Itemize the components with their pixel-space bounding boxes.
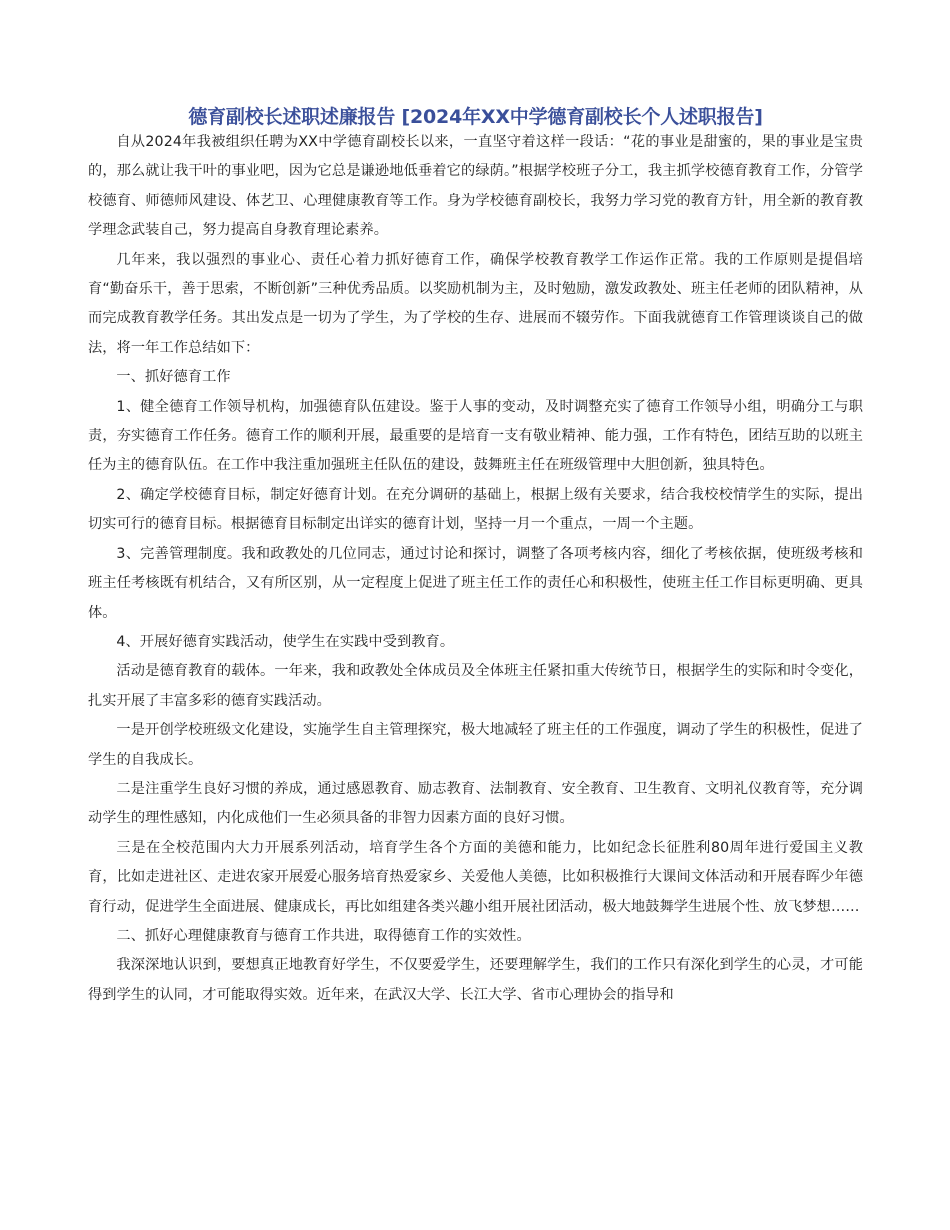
paragraph: 3、完善管理制度。我和政教处的几位同志，通过讨论和探讨，调整了各项考核内容，细化了考核依据，使班级考核和班主任考核既有机结合，又有所区别，从一定程度上促进了班主任工作的责任心和积极性，使班主任工作目标更明确、更具体。: [88, 545, 863, 621]
document-title: 德育副校长述职述廉报告 [2024年XX中学德育副校长个人述职报告]: [188, 106, 763, 128]
section-heading: 二、抓好心理健康教育与德育工作共进，取得德育工作的实效性。: [116, 927, 531, 944]
paragraph: 2、确定学校德育目标，制定好德育计划。在充分调研的基础上，根据上级有关要求，结合我校校情学生的实际，提出切实可行的德育目标。根据德育目标制定出详实的德育计划，坚持一月一个重点，一周一个主题。: [88, 486, 863, 533]
paragraph: 三是在全校范围内大力开展系列活动，培育学生各个方面的美德和能力，比如纪念长征胜利80周年进行爱国主义教育，比如走进社区、走进农家开展爱心服务培育热爱家乡、关爱他人美德，比如积极推行大课间文体活动和开展春晖少年德育行动，促进学生全面进展、健康成长，再比如组建各类兴趣小组开展社团活动，极大地鼓舞学生进展个性、放飞梦想……: [88, 839, 863, 915]
document-page: [88, 104, 863, 1010]
document-body: [88, 128, 863, 1010]
section-heading: 一、抓好德育工作: [116, 369, 231, 386]
paragraph: 我深深地认识到，要想真正地教育好学生，不仅要爱学生，还要理解学生，我们的工作只有深化到学生的心灵，才可能得到学生的认同，才可能取得实效。近年来，在武汉大学、长江大学、省市心理协会的指导和: [88, 957, 863, 1003]
paragraph: 1、健全德育工作领导机构，加强德育队伍建设。鉴于人事的变动，及时调整充实了德育工作领导小组，明确分工与职责，夯实德育工作任务。德育工作的顺利开展，最重要的是培育一支有敬业精神、能力强，工作有特色，团结互助的以班主任为主的德育队伍。在工作中我注重加强班主任队伍的建设，鼓舞班主任在班级管理中大胆创新，独具特色。: [88, 398, 863, 474]
paragraph: 自从2024年我被组织任聘为XX中学德育副校长以来，一直坚守着这样一段话：“花的事业是甜蜜的，果的事业是宝贵的，那么就让我干叶的事业吧，因为它总是谦逊地低垂着它的绿荫。”根据学校班子分工，我主抓学校德育教育工作，分管学校德育、师德师风建设、体艺卫、心理健康教育等工作。身为学校德育副校长，我努力学习党的教育方针，用全新的教育教学理念武装自己，努力提高自身教育理论素养。: [88, 134, 863, 239]
paragraph: 4、开展好德育实践活动，使学生在实践中受到教育。: [116, 633, 455, 650]
paragraph: 活动是德育教育的载体。一年来，我和政教处全体成员及全体班主任紧扣重大传统节日，根据学生的实际和时令变化，扎实开展了丰富多彩的德育实践活动。: [88, 663, 863, 709]
paragraph: 二是注重学生良好习惯的养成，通过感恩教育、励志教育、法制教育、安全教育、卫生教育、文明礼仪教育等，充分调动学生的理性感知，内化成他们一生必须具备的非智力因素方面的良好习惯。: [88, 780, 863, 827]
paragraph: 一是开创学校班级文化建设，实施学生自主管理探究，极大地减轻了班主任的工作强度，调动了学生的积极性，促进了学生的自我成长。: [88, 722, 863, 768]
paragraph: 几年来，我以强烈的事业心、责任心着力抓好德育工作，确保学校教育教学工作运作正常。我的工作原则是提倡培育“勤奋乐干，善于思索，不断创新”三种优秀品质。以奖励机制为主，及时勉励，激发政教处、班主任老师的团队精神，从而完成教育教学任务。其出发点是一切为了学生，为了学校的生存、进展而不辍劳作。下面我就德育工作管理谈谈自己的做法，将一年工作总结如下：: [88, 251, 863, 356]
